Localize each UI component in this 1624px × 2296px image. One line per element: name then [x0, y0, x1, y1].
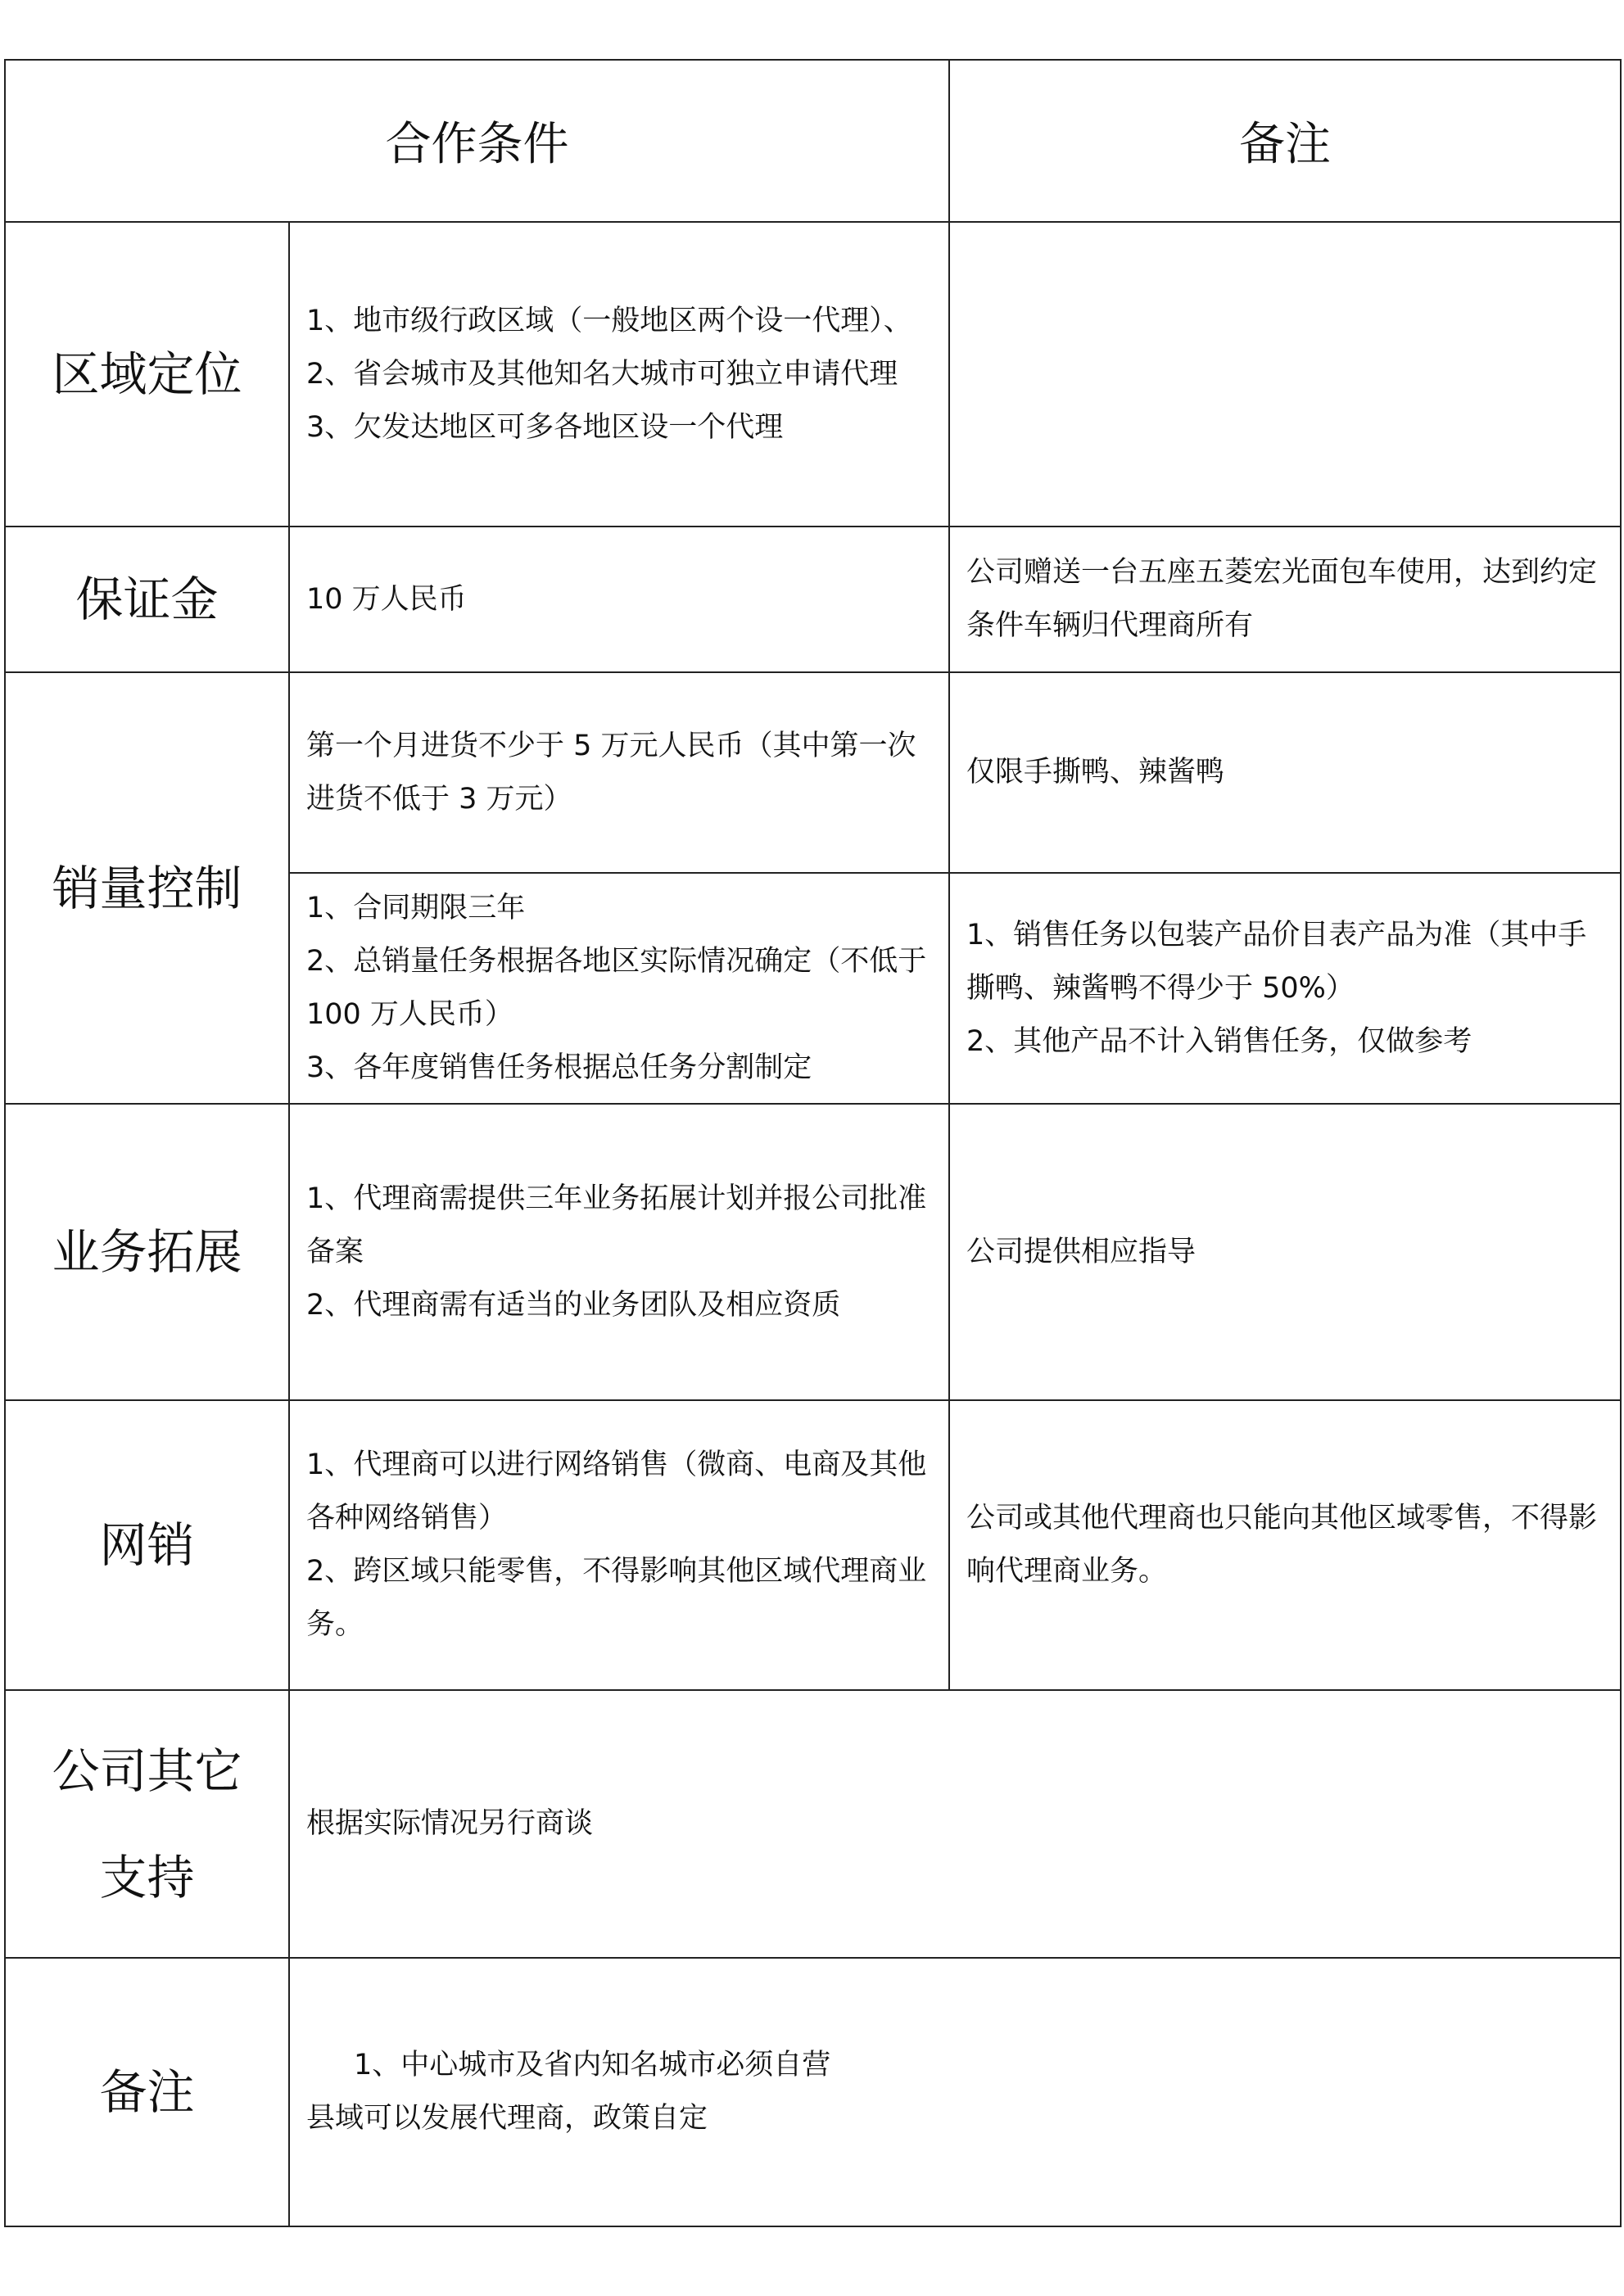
sales-remark-1: 1、销售任务以包装产品价目表产品为准（其中手撕鸭、辣酱鸭不得少于 50%） [966, 918, 1587, 1005]
support-content: 根据实际情况另行商谈 [289, 1690, 1621, 1958]
row-notes [5, 1958, 1621, 2226]
business-remarks: 公司提供相应指导 [949, 1104, 1621, 1400]
row-sales-1 [5, 672, 1621, 873]
support-label-line1: 公司其它 [52, 1742, 242, 1799]
online-remarks: 公司或其他代理商也只能向其他区域零售，不得影响代理商业务。 [949, 1400, 1621, 1690]
row-deposit [5, 527, 1621, 672]
sales-contract-terms [289, 873, 949, 1104]
region-remarks [949, 222, 1621, 527]
row-label-support [5, 1690, 289, 1958]
notes-line-1: 1、中心城市及省内知名城市必须自营 [354, 2049, 831, 2081]
sales-target-first-month: 第一个月进货不少于 5 万元人民币（其中第一次进货不低于 3 万元） [289, 672, 949, 873]
row-label-notes: 备注 [5, 1958, 289, 2226]
row-label-online: 网销 [5, 1400, 289, 1690]
sales-task-remarks [949, 873, 1621, 1104]
row-label-business: 业务拓展 [5, 1104, 289, 1400]
online-condition-2: 2、跨区域只能零售，不得影响其他区域代理商业务。 [306, 1555, 927, 1641]
region-conditions [289, 222, 949, 527]
business-conditions [289, 1104, 949, 1400]
business-condition-2: 2、代理商需有适当的业务团队及相应资质 [306, 1288, 841, 1322]
row-online [5, 1400, 1621, 1690]
online-condition-1: 1、代理商可以进行网络销售（微商、电商及其他各种网络销售） [306, 1449, 927, 1534]
sales-term-2: 2、总销量任务根据各地区实际情况确定（不低于 100 万人民币） [306, 945, 927, 1031]
row-business [5, 1104, 1621, 1400]
row-label-region: 区域定位 [5, 222, 289, 527]
sales-term-3: 3、各年度销售任务根据总任务分割制定 [306, 1051, 812, 1084]
header-remarks: 备注 [949, 60, 1621, 222]
row-label-deposit: 保证金 [5, 527, 289, 672]
row-support [5, 1690, 1621, 1958]
notes-content [289, 1958, 1621, 2226]
online-conditions [289, 1400, 949, 1690]
region-condition-2: 2、省会城市及其他知名大城市可独立申请代理 [306, 357, 898, 391]
deposit-conditions: 10 万人民币 [289, 527, 949, 672]
region-condition-3: 3、欠发达地区可多各地区设一个代理 [306, 410, 784, 444]
row-label-sales: 销量控制 [5, 672, 289, 1104]
sales-remark-2: 2、其他产品不计入销售任务，仅做参考 [966, 1024, 1472, 1058]
deposit-remarks: 公司赠送一台五座五菱宏光面包车使用，达到约定条件车辆归代理商所有 [949, 527, 1621, 672]
sales-product-scope: 仅限手撕鸭、辣酱鸭 [949, 672, 1621, 873]
support-label-line2: 支持 [99, 1849, 195, 1905]
region-condition-1: 1、地市级行政区域（一般地区两个设一代理）、 [306, 304, 912, 337]
header-row [5, 60, 1621, 222]
row-region [5, 222, 1621, 527]
cooperation-conditions-table [4, 59, 1622, 2227]
header-conditions: 合作条件 [5, 60, 949, 222]
sales-term-1: 1、合同期限三年 [306, 892, 526, 924]
notes-line-2: 县域可以发展代理商，政策自定 [306, 2102, 708, 2135]
business-condition-1: 1、代理商需提供三年业务拓展计划并报公司批准备案 [306, 1182, 927, 1268]
